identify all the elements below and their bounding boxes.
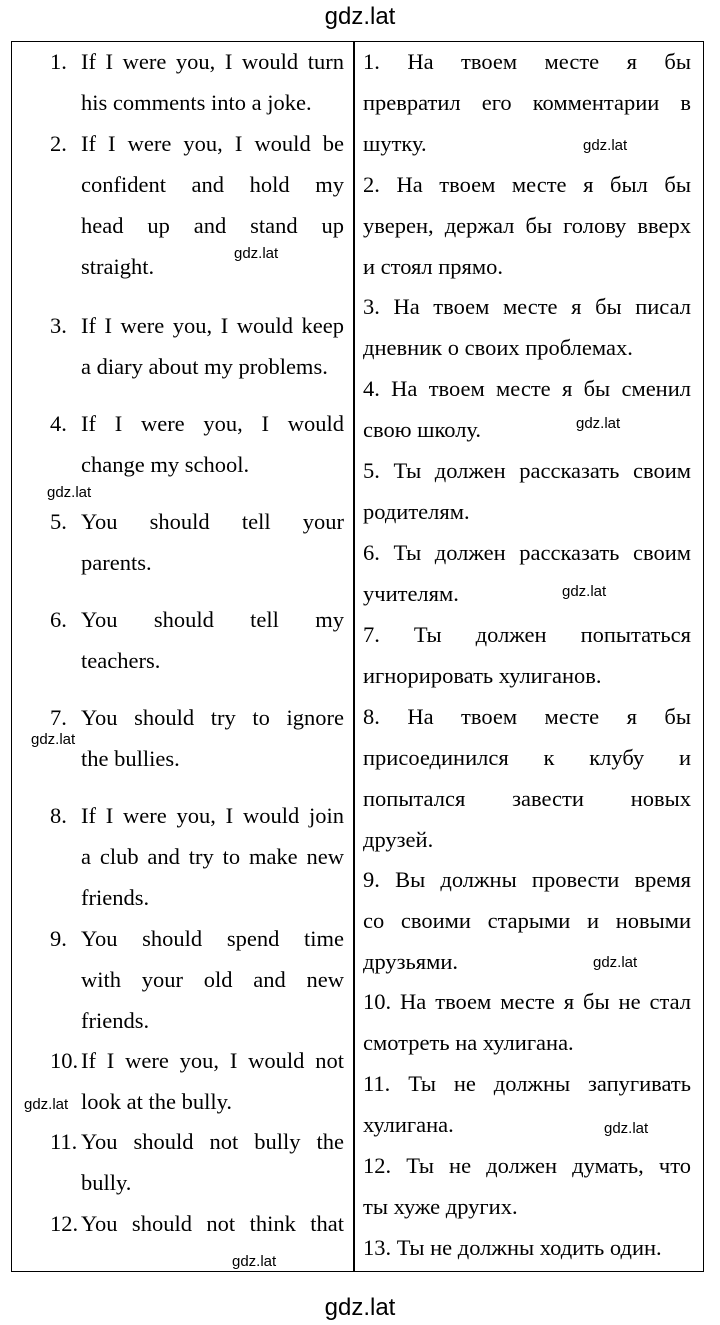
translation-line: игнорировать хулиганов. [363, 663, 602, 688]
russian-item [363, 450, 691, 532]
translation-line: родителям. [363, 499, 470, 524]
russian-item [363, 981, 691, 1063]
russian-item [363, 696, 691, 860]
item-number: 4. [50, 411, 67, 436]
watermark: gdz.lat [583, 137, 628, 154]
sentence-line: If I were you, I would keep [81, 313, 344, 338]
item-number: 7. [50, 705, 67, 730]
translation-line: свою школу. [363, 417, 482, 442]
english-item [50, 1121, 344, 1203]
watermark: gdz.lat [234, 245, 279, 262]
sentence-line: bully. [81, 1170, 132, 1195]
english-sentence [81, 697, 344, 779]
translation-line: уверен, держал бы голову вверх [363, 213, 691, 238]
watermark: gdz.lat [232, 1253, 277, 1270]
english-item [50, 1203, 344, 1244]
sentence-line: with your old and new [81, 967, 344, 992]
russian-item [363, 286, 691, 368]
english-item [50, 403, 344, 485]
translation-line: 3. На твоем месте я бы писал [363, 294, 691, 319]
watermark: gdz.lat [24, 1096, 69, 1113]
sentence-line: straight. [81, 254, 155, 279]
english-sentence [81, 795, 344, 918]
sentence-line: change my school. [81, 452, 250, 477]
translation-line: хулигана. [363, 1112, 454, 1137]
translation-line: присоединился к клубу и [363, 745, 691, 770]
english-sentence [81, 1040, 344, 1122]
site-header: gdz.lat [324, 3, 396, 30]
translation-line: ты хуже других. [363, 1194, 518, 1219]
russian-item [363, 532, 691, 614]
english-item [50, 697, 344, 779]
english-item [50, 41, 344, 123]
sentence-line: the bullies. [81, 746, 180, 771]
item-number: 2. [50, 131, 67, 156]
translation-line: превратил его комментарии в [363, 90, 691, 115]
sentence-line: look at the bully. [81, 1089, 233, 1114]
translation-line: 13. Ты не должны ходить один. [363, 1235, 662, 1260]
russian-item [363, 1227, 691, 1268]
watermark: gdz.lat [576, 415, 621, 432]
translation-line: попытался завести новых [363, 786, 691, 811]
english-item [50, 501, 344, 583]
russian-item [363, 614, 691, 696]
english-sentence [81, 918, 344, 1041]
sentence-line: parents. [81, 550, 152, 575]
english-sentence [81, 1203, 344, 1244]
english-sentence [81, 305, 344, 387]
translation-line: 5. Ты должен рассказать своим [363, 458, 691, 483]
sentence-line: If I were you, I would [81, 411, 344, 436]
sentence-line: his comments into a joke. [81, 90, 312, 115]
watermark: gdz.lat [593, 954, 638, 971]
english-sentence [81, 403, 344, 485]
item-number: 1. [50, 49, 67, 74]
sentence-line: a diary about my problems. [81, 354, 328, 379]
item-number: 10. [50, 1048, 79, 1073]
translation-line: учителям. [363, 581, 459, 606]
english-item [50, 599, 344, 681]
item-number: 3. [50, 313, 67, 338]
watermark: gdz.lat [31, 731, 76, 748]
sentence-line: If I were you, I would not [81, 1048, 344, 1073]
translation-line: со своими старыми и новыми [363, 908, 691, 933]
translation-line: смотреть на хулигана. [363, 1030, 574, 1055]
translation-line: и стоял прямо. [363, 254, 503, 279]
item-number: 6. [50, 607, 67, 632]
sentence-line: confident and hold my [81, 172, 344, 197]
sentence-line: a club and try to make new [81, 844, 344, 869]
russian-item [363, 859, 691, 982]
sentence-line: head up and stand up [81, 213, 344, 238]
english-item [50, 123, 344, 287]
translation-line: 7. Ты должен попытаться [363, 622, 691, 647]
item-number: 12. [50, 1211, 79, 1236]
translation-line: друзьями. [363, 949, 459, 974]
sentence-line: teachers. [81, 648, 161, 673]
translation-line: дневник о своих проблемах. [363, 335, 633, 360]
english-sentence [81, 123, 344, 287]
sentence-line: If I were you, I would turn [81, 49, 344, 74]
sentence-line: You should try to ignore [81, 705, 344, 730]
english-sentence [81, 1121, 344, 1203]
translation-line: 8. На твоем месте я бы [363, 704, 691, 729]
sentence-line: friends. [81, 1008, 150, 1033]
translation-line: 12. Ты не должен думать, что [363, 1153, 691, 1178]
sentence-line: If I were you, I would join [81, 803, 344, 828]
sentence-line: If I were you, I would be [81, 131, 344, 156]
translation-line: 10. На твоем месте я бы не стал [363, 989, 691, 1014]
translation-line: друзей. [363, 827, 434, 852]
translation-line: 9. Вы должны провести время [363, 867, 691, 892]
translation-line: 6. Ты должен рассказать своим [363, 540, 691, 565]
english-item [50, 918, 344, 1041]
watermark: gdz.lat [604, 1120, 649, 1137]
column-divider [353, 41, 355, 1272]
item-number: 9. [50, 926, 67, 951]
russian-item [363, 41, 691, 164]
english-item [50, 1040, 344, 1122]
sentence-line: You should tell your [81, 509, 344, 534]
item-number: 5. [50, 509, 67, 534]
watermark: gdz.lat [47, 484, 92, 501]
translation-line: 1. На твоем месте я бы [363, 49, 691, 74]
english-sentence [81, 501, 344, 583]
sentence-line: friends. [81, 885, 150, 910]
translation-line: шутку. [363, 131, 427, 156]
item-number: 11. [50, 1129, 78, 1154]
russian-item [363, 368, 691, 450]
translation-line: 4. На твоем месте я бы сменил [363, 376, 691, 401]
sentence-line: You should not bully the [81, 1129, 344, 1154]
translation-line: 2. На твоем месте я был бы [363, 172, 691, 197]
watermark: gdz.lat [562, 583, 607, 600]
sentence-line: You should tell my [81, 607, 344, 632]
translation-line: 11. Ты не должны запугивать [363, 1071, 691, 1096]
item-number: 8. [50, 803, 67, 828]
sentence-line: You should spend time [81, 926, 344, 951]
english-item [50, 305, 344, 387]
english-item [50, 795, 344, 918]
english-sentence [81, 599, 344, 681]
site-footer: gdz.lat [324, 1294, 396, 1321]
english-sentence [81, 41, 344, 123]
russian-item [363, 1145, 691, 1227]
sentence-line: You should not think that [81, 1211, 344, 1236]
russian-item [363, 164, 691, 287]
